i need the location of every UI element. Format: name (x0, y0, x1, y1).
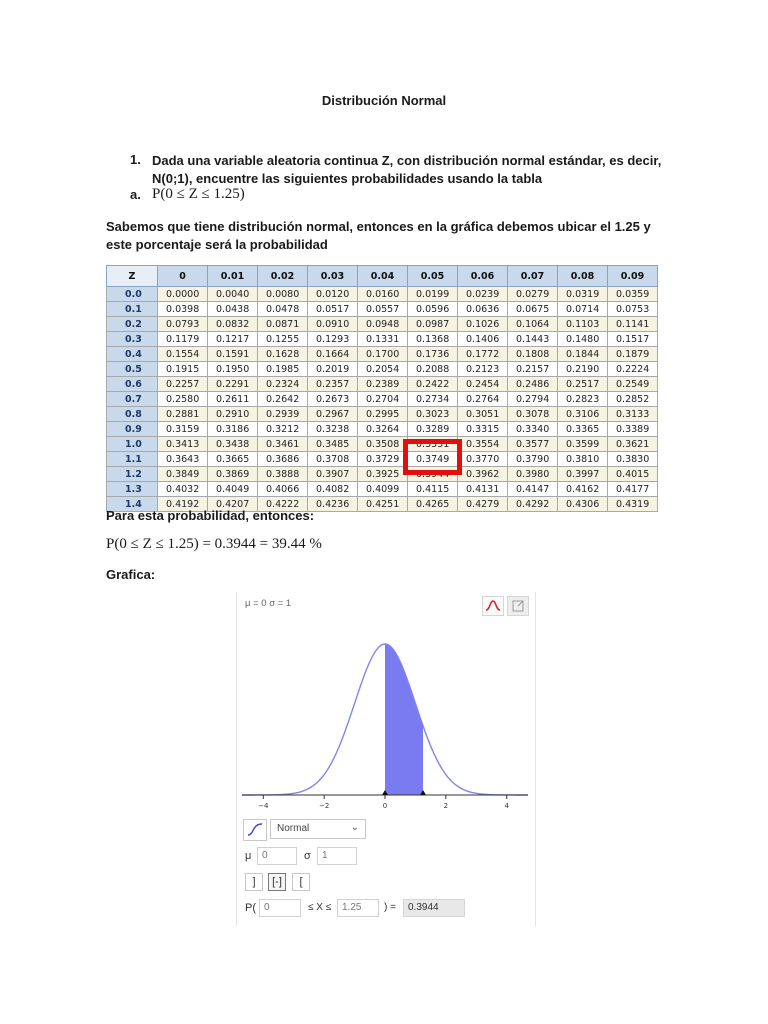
z-table-cell: 0.3264 (358, 422, 408, 437)
highlight-box (403, 439, 462, 475)
z-table-cell: 0.2764 (458, 392, 508, 407)
z-table-cell: 0.3643 (158, 452, 208, 467)
z-row-label: 0.5 (107, 362, 158, 377)
z-table-cell: 0.2642 (258, 392, 308, 407)
z-table-cell: 0.2224 (608, 362, 658, 377)
sigma-label: σ (304, 850, 311, 862)
lower-bound-input[interactable]: 0 (259, 899, 301, 917)
z-table-cell: 0.3621 (608, 437, 658, 452)
table-row (107, 377, 658, 392)
z-table-cell: 0.2454 (458, 377, 508, 392)
z-table-cell: 0.1064 (508, 317, 558, 332)
z-table-cell: 0.1141 (608, 317, 658, 332)
graph-heading: Grafica: (106, 567, 156, 582)
z-table-cell: 0.4015 (608, 467, 658, 482)
z-table-cell: 0.0596 (408, 302, 458, 317)
z-table-cell: 0.2794 (508, 392, 558, 407)
z-table-cell: 0.4279 (458, 497, 508, 512)
z-table-cell: 0.3485 (308, 437, 358, 452)
z-table-cell: 0.4192 (158, 497, 208, 512)
sigma-input[interactable]: 1 (317, 847, 357, 865)
z-table-cell: 0.1844 (558, 347, 608, 362)
result-formula: P(0 ≤ Z ≤ 1.25) = 0.3944 = 39.44 % (106, 536, 322, 552)
z-table-cell: 0.0793 (158, 317, 208, 332)
z-table-cell: 0.3315 (458, 422, 508, 437)
z-table-cell: 0.3106 (558, 407, 608, 422)
z-table-cell: 0.2704 (358, 392, 408, 407)
z-table-header-cell: 0.02 (258, 266, 308, 287)
z-row-label: 0.4 (107, 347, 158, 362)
z-row-label: 0.7 (107, 392, 158, 407)
z-table-cell: 0.3962 (458, 467, 508, 482)
z-table-cell: 0.2157 (508, 362, 558, 377)
z-table-cell: 0.0948 (358, 317, 408, 332)
z-table-header-cell: 0.08 (558, 266, 608, 287)
z-table-cell: 0.3186 (208, 422, 258, 437)
z-table-header-cell: 0.03 (308, 266, 358, 287)
x-tick-label: 0 (382, 802, 388, 810)
z-table-cell: 0.4032 (158, 482, 208, 497)
z-table-cell: 0.3389 (608, 422, 658, 437)
z-table-cell: 0.4066 (258, 482, 308, 497)
z-table-cell: 0.2611 (208, 392, 258, 407)
z-table-cell: 0.1406 (458, 332, 508, 347)
z-table-cell: 0.3686 (258, 452, 308, 467)
z-table-cell: 0.3531 (408, 437, 458, 452)
z-table-cell: 0.2967 (308, 407, 358, 422)
z-table-cell: 0.2881 (158, 407, 208, 422)
z-table-cell: 0.3708 (308, 452, 358, 467)
z-table-cell: 0.3790 (508, 452, 558, 467)
z-table-cell: 0.3869 (208, 467, 258, 482)
z-table-cell: 0.0753 (608, 302, 658, 317)
z-table-cell: 0.3849 (158, 467, 208, 482)
z-table-header-cell: 0 (158, 266, 208, 287)
p-label: P( (245, 902, 256, 914)
z-table-header-cell: 0.07 (508, 266, 558, 287)
table-row (107, 302, 658, 317)
z-table-cell: 0.2257 (158, 377, 208, 392)
z-table-cell: 0.3133 (608, 407, 658, 422)
z-table-cell: 0.3944 (408, 467, 458, 482)
result-heading: Para esta probabilidad, entonces: (106, 508, 315, 523)
z-table-header-cell: 0.01 (208, 266, 258, 287)
z-table-cell: 0.3159 (158, 422, 208, 437)
upper-bound-input[interactable]: 1.25 (337, 899, 379, 917)
z-table-cell: 0.3577 (508, 437, 558, 452)
z-table-cell: 0.0675 (508, 302, 558, 317)
z-table-cell: 0.3830 (608, 452, 658, 467)
z-table-cell: 0.2734 (408, 392, 458, 407)
chevron-down-icon: ⌄ (350, 822, 359, 833)
z-table-cell: 0.1103 (558, 317, 608, 332)
z-table-header-cell: 0.05 (408, 266, 458, 287)
z-table-cell: 0.1217 (208, 332, 258, 347)
z-table-cell: 0.3665 (208, 452, 258, 467)
table-row (107, 422, 658, 437)
z-row-label: 0.3 (107, 332, 158, 347)
z-table-cell: 0.0714 (558, 302, 608, 317)
z-table-cell: 0.0478 (258, 302, 308, 317)
item-formula: P(0 ≤ Z ≤ 1.25) (152, 186, 245, 202)
z-table-cell: 0.0160 (358, 287, 408, 302)
z-table-cell: 0.4251 (358, 497, 408, 512)
table-row (107, 407, 658, 422)
z-table-cell: 0.1179 (158, 332, 208, 347)
z-table-cell: 0.3554 (458, 437, 508, 452)
z-table-cell: 0.2019 (308, 362, 358, 377)
z-table-cell: 0.0910 (308, 317, 358, 332)
z-table-cell: 0.1628 (258, 347, 308, 362)
z-table-cell: 0.4207 (208, 497, 258, 512)
z-row-label: 0.9 (107, 422, 158, 437)
page-title: Distribución Normal (321, 93, 447, 108)
z-table-cell: 0.1772 (458, 347, 508, 362)
table-row (107, 482, 658, 497)
z-table-cell: 0.4306 (558, 497, 608, 512)
z-table-cell: 0.0199 (408, 287, 458, 302)
z-table-cell: 0.3729 (358, 452, 408, 467)
z-table-cell: 0.0871 (258, 317, 308, 332)
z-table-cell: 0.0040 (208, 287, 258, 302)
equals-label: ) = (384, 902, 396, 913)
z-table-cell: 0.3599 (558, 437, 608, 452)
z-table-cell: 0.1368 (408, 332, 458, 347)
interval-button[interactable]: [-] (268, 873, 286, 891)
table-row (107, 362, 658, 377)
x-tick-label: 2 (443, 802, 449, 810)
question-text: Dada una variable aleatoria continua Z, con distribución normal estándar, es decir, N(0;1), encuentre las siguientes probabilidades usando la tabla (152, 153, 662, 186)
table-row (107, 347, 658, 362)
x-ticks (258, 795, 509, 810)
z-table-cell: 0.4115 (408, 482, 458, 497)
mu-label: μ (245, 850, 252, 862)
distribution-select[interactable] (270, 819, 366, 839)
z-table-cell: 0.1664 (308, 347, 358, 362)
z-table-cell: 0.1985 (258, 362, 308, 377)
x-tick-label: 4 (504, 802, 509, 810)
z-row-label: 1.4 (107, 497, 158, 512)
z-table-cell: 0.4177 (608, 482, 658, 497)
table-row (107, 437, 658, 452)
z-table-cell: 0.1554 (158, 347, 208, 362)
table-row (107, 452, 658, 467)
z-table-cell: 0.2190 (558, 362, 608, 377)
shaded-area (385, 644, 423, 795)
z-table-cell: 0.3078 (508, 407, 558, 422)
z-table-cell: 0.2673 (308, 392, 358, 407)
z-table-cell: 0.2939 (258, 407, 308, 422)
z-table-cell: 0.3438 (208, 437, 258, 452)
z-table-cell: 0.3907 (308, 467, 358, 482)
z-table-cell: 0.3508 (358, 437, 408, 452)
z-table-header-cell: 0.09 (608, 266, 658, 287)
z-table-cell: 0.1700 (358, 347, 408, 362)
distribution-select-value: Normal (277, 823, 310, 834)
z-table-cell: 0.1255 (258, 332, 308, 347)
normal-curve-icon[interactable] (482, 596, 504, 616)
z-table-cell: 0.1736 (408, 347, 458, 362)
z-table-cell: 0.2517 (558, 377, 608, 392)
z-table-header-cell: 0.06 (458, 266, 508, 287)
table-row (107, 392, 658, 407)
z-table-cell: 0.3023 (408, 407, 458, 422)
distribution-plot (236, 620, 534, 810)
z-table-cell: 0.1591 (208, 347, 258, 362)
z-table-cell: 0.2054 (358, 362, 408, 377)
table-row (107, 332, 658, 347)
z-table-cell: 0.0398 (158, 302, 208, 317)
z-table-cell: 0.2549 (608, 377, 658, 392)
z-table-cell: 0.4099 (358, 482, 408, 497)
z-table-cell: 0.3212 (258, 422, 308, 437)
z-row-label: 1.0 (107, 437, 158, 452)
z-table-cell: 0.0000 (158, 287, 208, 302)
z-table-cell: 0.2852 (608, 392, 658, 407)
table-row (107, 467, 658, 482)
cdf-curve-icon[interactable] (243, 819, 267, 841)
z-table-cell: 0.3289 (408, 422, 458, 437)
z-table-cell: 0.4049 (208, 482, 258, 497)
z-table-header (107, 266, 658, 287)
between-label: ≤ X ≤ (308, 902, 332, 913)
z-table-cell: 0.3461 (258, 437, 308, 452)
z-table-cell: 0.2422 (408, 377, 458, 392)
z-table-cell: 0.0987 (408, 317, 458, 332)
z-table-cell: 0.1331 (358, 332, 408, 347)
z-table-cell: 0.4082 (308, 482, 358, 497)
z-table-cell: 0.2580 (158, 392, 208, 407)
z-table-cell: 0.3770 (458, 452, 508, 467)
z-table-cell: 0.0832 (208, 317, 258, 332)
z-table-cell: 0.0120 (308, 287, 358, 302)
z-table-cell: 0.3888 (258, 467, 308, 482)
item-label: a. (130, 187, 141, 202)
z-table-cell: 0.2995 (358, 407, 408, 422)
z-table-cell: 0.4265 (408, 497, 458, 512)
z-table-cell: 0.0319 (558, 287, 608, 302)
z-row-label: 0.8 (107, 407, 158, 422)
z-row-label: 0.0 (107, 287, 158, 302)
z-table-cell: 0.3980 (508, 467, 558, 482)
z-table-cell: 0.1026 (458, 317, 508, 332)
z-table-cell: 0.1950 (208, 362, 258, 377)
z-table-grid (106, 265, 658, 512)
z-table-cell: 0.2088 (408, 362, 458, 377)
z-table-cell: 0.3051 (458, 407, 508, 422)
z-table-cell: 0.0517 (308, 302, 358, 317)
z-table-cell: 0.0636 (458, 302, 508, 317)
table-row (107, 287, 658, 302)
z-table-cell: 0.1293 (308, 332, 358, 347)
z-table-cell: 0.0239 (458, 287, 508, 302)
z-table-cell: 0.2357 (308, 377, 358, 392)
z-row-label: 1.1 (107, 452, 158, 467)
z-table-cell: 0.2291 (208, 377, 258, 392)
z-table-cell: 0.1480 (558, 332, 608, 347)
z-row-label: 1.3 (107, 482, 158, 497)
z-table-cell: 0.1517 (608, 332, 658, 347)
z-table-cell: 0.0557 (358, 302, 408, 317)
z-table-cell: 0.2389 (358, 377, 408, 392)
z-table-cell: 0.2823 (558, 392, 608, 407)
z-table-cell: 0.1808 (508, 347, 558, 362)
z-table-cell: 0.0359 (608, 287, 658, 302)
z-row-label: 0.6 (107, 377, 158, 392)
z-table (106, 265, 662, 510)
z-table-cell: 0.2324 (258, 377, 308, 392)
table-row (107, 317, 658, 332)
right-tail-button[interactable]: [ (292, 873, 310, 891)
z-table-cell: 0.3365 (558, 422, 608, 437)
z-row-label: 0.2 (107, 317, 158, 332)
params-label: μ = 0 σ = 1 (245, 598, 292, 609)
left-tail-button[interactable]: ] (245, 873, 263, 891)
z-table-cell: 0.2910 (208, 407, 258, 422)
z-table-cell: 0.3749 (408, 452, 458, 467)
z-table-cell: 0.1879 (608, 347, 658, 362)
z-table-cell: 0.4147 (508, 482, 558, 497)
z-table-cell: 0.2486 (508, 377, 558, 392)
z-table-cell: 0.1915 (158, 362, 208, 377)
intro-text: Sabemos que tiene distribución normal, entonces en la gráfica debemos ubicar el 1.25 y este porcentaje será la probabilidad (106, 219, 651, 252)
z-table-cell: 0.3810 (558, 452, 608, 467)
z-table-cell: 0.1443 (508, 332, 558, 347)
result-value: 0.3944 (403, 899, 465, 917)
x-tick-label: −2 (318, 802, 330, 810)
z-table-cell: 0.3997 (558, 467, 608, 482)
question-number: 1. (130, 152, 141, 167)
z-row-label: 0.1 (107, 302, 158, 317)
z-table-cell: 0.0279 (508, 287, 558, 302)
z-table-header-cell: 0.04 (358, 266, 408, 287)
z-table-cell: 0.4292 (508, 497, 558, 512)
z-table-cell: 0.4222 (258, 497, 308, 512)
open-external-icon[interactable] (507, 596, 529, 616)
z-table-cell: 0.2123 (458, 362, 508, 377)
x-tick-label: −4 (258, 802, 269, 810)
z-table-cell: 0.3413 (158, 437, 208, 452)
mu-input[interactable]: 0 (257, 847, 297, 865)
z-row-label: 1.2 (107, 467, 158, 482)
z-table-cell: 0.3238 (308, 422, 358, 437)
z-table-cell: 0.4131 (458, 482, 508, 497)
z-table-cell: 0.0080 (258, 287, 308, 302)
z-table-cell: 0.3340 (508, 422, 558, 437)
z-table-cell: 0.4236 (308, 497, 358, 512)
z-table-cell: 0.3925 (358, 467, 408, 482)
z-table-cell: 0.4162 (558, 482, 608, 497)
z-table-cell: 0.4319 (608, 497, 658, 512)
z-table-cell: 0.0438 (208, 302, 258, 317)
z-table-header-cell: Z (107, 266, 158, 287)
